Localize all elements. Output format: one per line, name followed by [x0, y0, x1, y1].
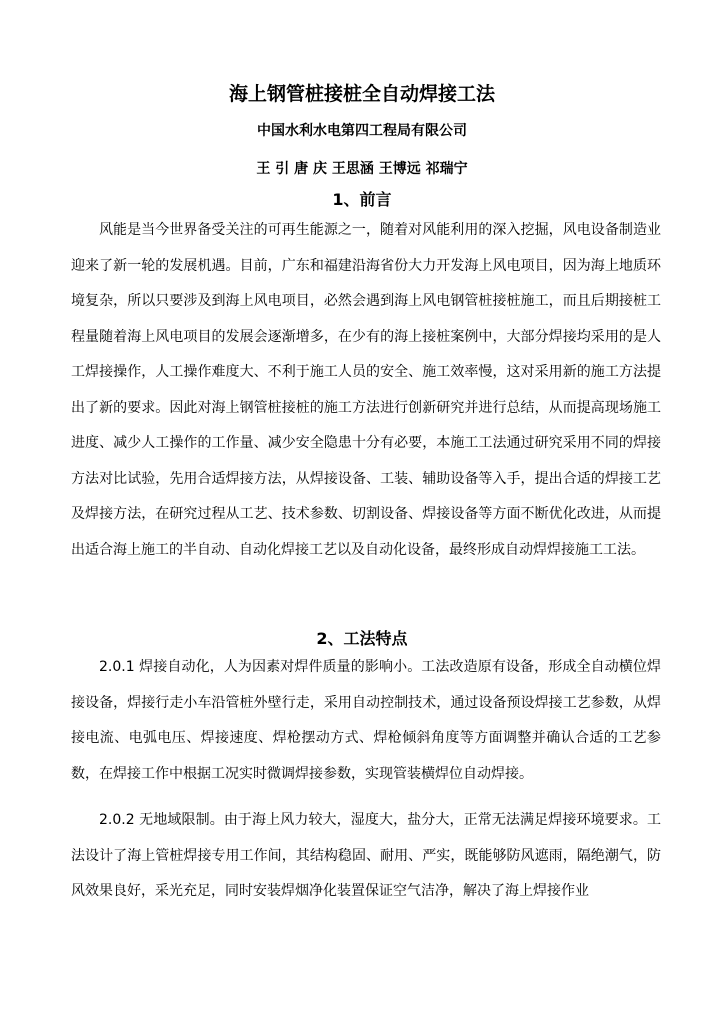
feature-paragraph-2-0-1: 2.0.1 焊接自动化，人为因素对焊件质量的影响小。工法改造原有设备，形成全自动横位焊接设备，焊接行走小车沿管桩外壁行走，采用自动控制技术，通过设备预设焊接工艺参数，从焊接电流、电弧电压、焊接速度、焊枪摆动方式、焊枪倾斜角度等方面调整并确认合适的工艺参数，在焊接工作中根据工况实时微调焊接参数，实现管装横焊位自动焊接。 [71, 659, 661, 782]
document-title: 海上钢管桩接桩全自动焊接工法 [228, 83, 495, 105]
section-heading-introduction: 1、前言 [332, 190, 392, 209]
introduction-paragraph: 风能是当今世界备受关注的可再生能源之一，随着对风能利用的深入挖掘，风电设备制造业迎来了新一轮的发展机遇。目前，广东和福建沿海省份大力开发海上风电项目，因为海上地质环境复杂，所以只要涉及到海上风电项目，必然会遇到海上风电钢管桩接桩施工，而且后期接桩工程量随着海上风电项目的发展会逐渐增多，在少有的海上接桩案例中，大部分焊接均采用的是人工焊接操作，人工操作难度大、不利于施工人员的安全、施工效率慢，这对采用新的施工方法提出了新的要求。因此对海上钢管桩接桩的施工方法进行创新研究并进行总结，从而提高现场施工进度、减少人工操作的工作量、减少安全隐患十分有必要，本施工工法通过研究采用不同的焊接方法对比试验，先用合适焊接方法，从焊接设备、工装、辅助设备等入手，提出合适的焊接工艺及焊接方法，在研究过程从工艺、技术参数、切割设备、焊接设备等方面不断优化改进，从而提出适合海上施工的半自动、自动化焊接工艺以及自动化设备，最终形成自动焊焊接施工工法。 [71, 222, 661, 558]
author-list: 王 引 唐 庆 王思涵 王博远 祁瑞宁 [256, 161, 468, 177]
section-heading-features: 2、工法特点 [316, 629, 408, 648]
author-affiliation: 中国水利水电第四工程局有限公司 [257, 123, 467, 139]
feature-paragraph-2-0-2: 2.0.2 无地域限制。由于海上风力较大，湿度大，盐分大，正常无法满足焊接环境要求。工法设计了海上管桩焊接专用工作间，其结构稳固、耐用、严实，既能够防风遮雨，隔绝潮气，防风效果良好，采光充足，同时安装焊烟净化装置保证空气洁净，解决了海上焊接作业 [71, 812, 661, 899]
